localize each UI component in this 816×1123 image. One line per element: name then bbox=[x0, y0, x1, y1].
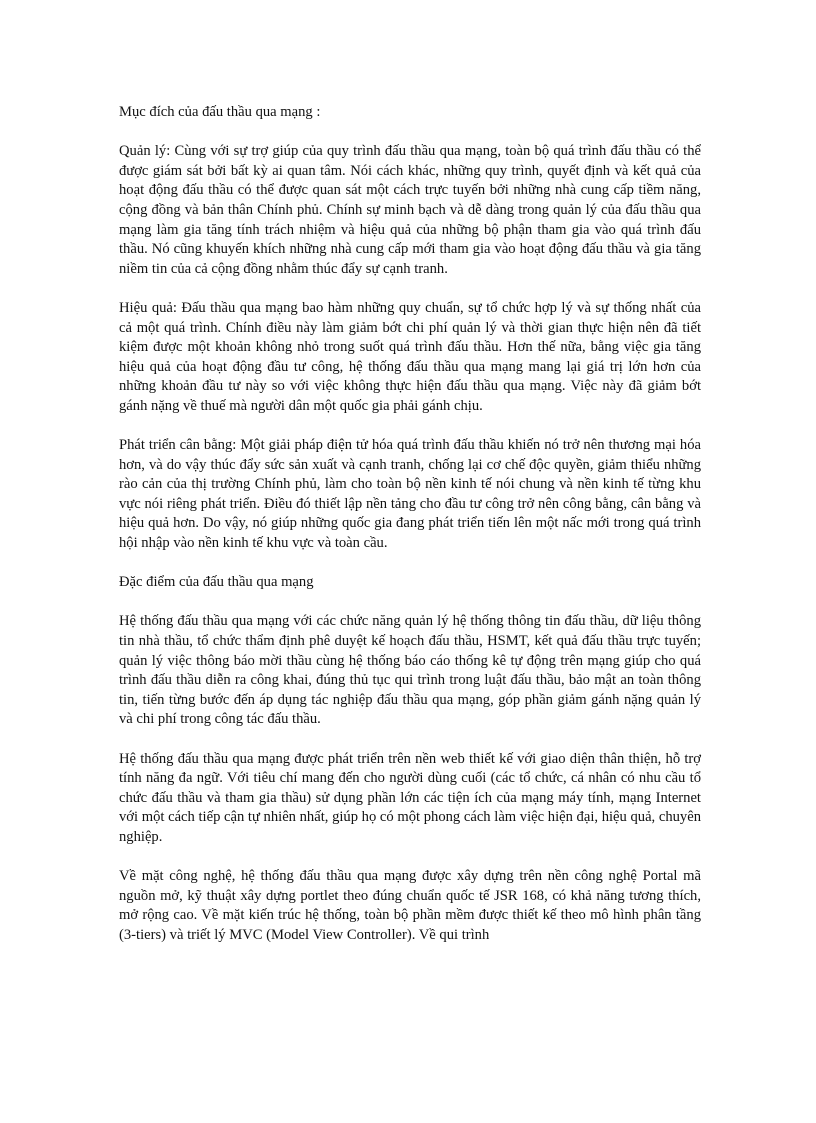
paragraph-efficiency: Hiệu quả: Đấu thầu qua mạng bao hàm những quy chuẩn, sự tổ chức hợp lý và sự thống nhất của cả một quá trình. Chính điều này làm giảm bớt chi phí quản lý và thời gian thực hiện nên đã tiết kiệm được một khoản không nhỏ trong suốt quá trình đấu thầu. Hơn thế nữa, bằng việc gia tăng hiệu quả của hoạt động đầu tư công, hệ thống đấu thầu qua mạng mang lại giá trị lớn hơn của những khoản đầu tư này so với việc không thực hiện đấu thầu qua mạng. Việc này đã giảm bớt gánh nặng về thuế mà người dân một quốc gia phải gánh chịu. bbox=[119, 299, 701, 414]
document-body bbox=[119, 103, 701, 965]
paragraph-system-web: Hệ thống đấu thầu qua mạng được phát triển trên nền web thiết kế với giao diện thân thiện, hỗ trợ tính năng đa ngữ. Với tiêu chí mang đến cho người dùng cuối (các tổ chức, cá nhân có nhu cầu tổ chức đấu thầu và tham gia thầu) sử dụng phần lớn các tiện ích của mạng máy tính, mạng Internet với một cách tiếp cận tự nhiên nhất, giúp họ có một phong cách làm việc hiện đại, hiệu quả, chuyên nghiệp. bbox=[119, 750, 701, 845]
heading-characteristics: Đặc điểm của đấu thầu qua mạng bbox=[119, 574, 314, 591]
heading-purpose: Mục đích của đấu thầu qua mạng : bbox=[119, 104, 321, 120]
paragraph-system-functions: Hệ thống đấu thầu qua mạng với các chức năng quản lý hệ thống thông tin đấu thầu, dữ liệu thông tin nhà thầu, tổ chức thẩm định phê duyệt kế hoạch đấu thầu, HSMT, kết quả đấu thầu trực tuyến; quản lý việc thông báo mời thầu cùng hệ thống báo cáo thống kê tự động trên mạng giúp cho quá trình đấu thầu diễn ra công khai, đúng thủ tục qui trình trong luật đấu thầu, bảo mật an toàn thông tin, tiến từng bước đến áp dụng tác nghiệp đấu thầu qua mạng, góp phần giảm gánh nặng quản lý và chi phí trong công tác đấu thầu. bbox=[119, 613, 701, 728]
paragraph-balanced-development: Phát triển cân bằng: Một giải pháp điện tử hóa quá trình đấu thầu khiến nó trở nên thương mại hóa hơn, và do vậy thúc đẩy sức sản xuất và cạnh tranh, chống lại cơ chế độc quyền, giảm thiểu những rào cản của thị trường Chính phủ, làm cho toàn bộ nền kinh tế nói chung và nền kinh tế từng khu vực nói riêng phát triển. Điều đó thiết lập nền tảng cho đầu tư công trở nên công bằng, cân bằng và hiệu quả hơn. Do vậy, nó giúp những quốc gia đang phát triển tiến lên một nấc mới trong quá trình hội nhập vào nền kinh tế khu vực và toàn cầu. bbox=[119, 437, 701, 552]
paragraph-management: Quản lý: Cùng với sự trợ giúp của quy trình đấu thầu qua mạng, toàn bộ quá trình đấu thầu có thể được giám sát bởi bất kỳ ai quan tâm. Nói cách khác, những quy trình, quyết định và kết quả của hoạt động đấu thầu có thể được quan sát một cách trực tuyến bởi những nhà cung cấp tiềm năng, cộng đồng và bản thân Chính phủ. Chính sự minh bạch và dễ dàng trong quản lý của đấu thầu qua mạng làm gia tăng tính trách nhiệm và hiệu quả của những bộ phận tham gia vào quá trình đấu thầu. Nó cũng khuyến khích những nhà cung cấp mới tham gia vào hoạt động đấu thầu và gia tăng niềm tin của cả cộng đồng nhằm thúc đẩy sự cạnh tranh. bbox=[119, 143, 701, 277]
paragraph-technology: Về mặt công nghệ, hệ thống đấu thầu qua mạng được xây dựng trên nền công nghệ Portal mã nguồn mở, kỹ thuật xây dựng portlet theo đúng chuẩn quốc tế JSR 168, có khả năng tương thích, mở rộng cao. Về mặt kiến trúc hệ thống, toàn bộ phần mềm được thiết kế theo mô hình phân tầng (3-tiers) và triết lý MVC (Model View Controller). Về qui trình bbox=[119, 868, 701, 943]
